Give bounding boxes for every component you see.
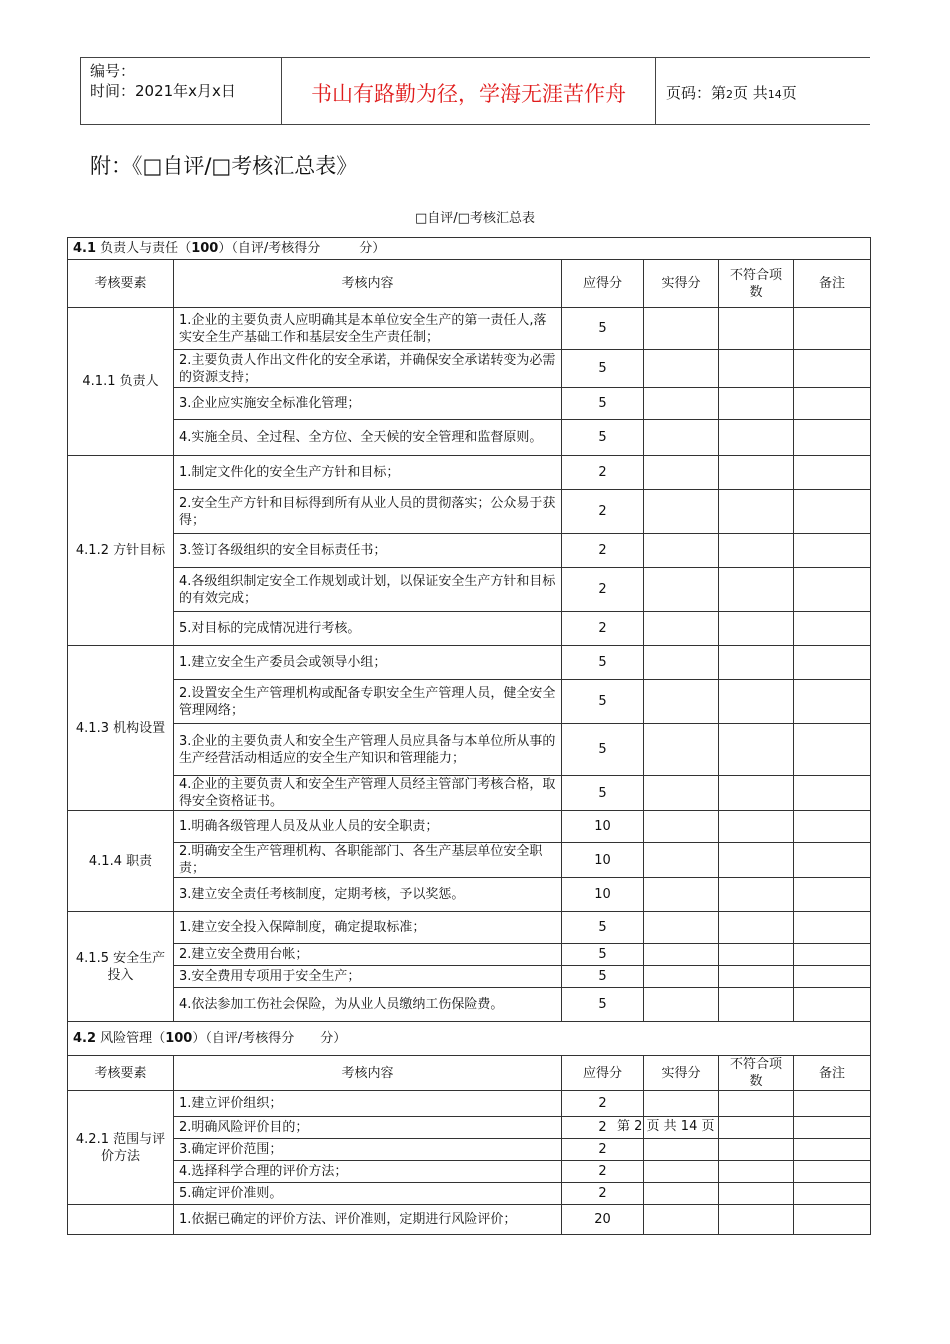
table-row	[68, 1091, 871, 1117]
element-cell: 4.1.4 职责	[68, 811, 174, 912]
actual-score-cell[interactable]	[644, 308, 719, 350]
table-row	[68, 350, 871, 388]
table-row	[68, 1161, 871, 1183]
table-row	[68, 912, 871, 944]
remarks-cell[interactable]	[794, 966, 871, 988]
expected-score-cell: 5	[562, 724, 644, 776]
table-row	[68, 944, 871, 966]
col-expected-header: 应得分	[562, 1056, 644, 1091]
remarks-cell[interactable]	[794, 308, 871, 350]
noncompliant-count-cell[interactable]	[719, 1205, 794, 1235]
remarks-cell[interactable]	[794, 1161, 871, 1183]
remarks-cell[interactable]	[794, 1205, 871, 1235]
noncompliant-count-cell[interactable]	[719, 388, 794, 420]
remarks-cell[interactable]	[794, 843, 871, 878]
table-row	[68, 776, 871, 811]
remarks-cell[interactable]	[794, 1139, 871, 1161]
page-label: 页码：第	[666, 84, 727, 102]
col-element-header: 考核要素	[68, 1056, 174, 1091]
table-row	[68, 490, 871, 534]
section-points: 100	[165, 1031, 193, 1046]
actual-score-cell[interactable]	[644, 1139, 719, 1161]
table-row	[68, 1183, 871, 1205]
page-total: 14	[767, 88, 782, 101]
table-row	[68, 308, 871, 350]
table-row	[68, 1139, 871, 1161]
remarks-cell[interactable]	[794, 490, 871, 534]
content-cell: 2.明确安全生产管理机构、各职能部门、各生产基层单位安全职责；	[174, 843, 562, 878]
section-eval-text: （自评/考核得分 分）	[205, 1031, 347, 1046]
content-cell: 3.确定评价范围；	[174, 1139, 562, 1161]
section-code: 4.2	[73, 1031, 97, 1046]
noncompliant-count-cell[interactable]	[719, 350, 794, 388]
content-cell: 1.制定文件化的安全生产方针和目标；	[174, 456, 562, 490]
header-page-cell	[656, 58, 871, 124]
actual-score-cell[interactable]	[644, 388, 719, 420]
element-cell: 4.1.1 负责人	[68, 308, 174, 456]
table-row	[68, 1117, 871, 1139]
actual-score-cell[interactable]	[644, 420, 719, 456]
content-cell: 2.安全生产方针和目标得到所有从业人员的贯彻落实；公众易于获得；	[174, 490, 562, 534]
header-motto: 书山有路勤为径，学海无涯苦作舟	[311, 82, 626, 106]
expected-score-cell: 5	[562, 420, 644, 456]
header-motto-cell	[282, 58, 656, 124]
content-cell: 3.企业应实施安全标准化管理；	[174, 388, 562, 420]
content-cell: 3.安全费用专项用于安全生产；	[174, 966, 562, 988]
remarks-cell[interactable]	[794, 680, 871, 724]
element-cell: 4.2.1 范围与评价方法	[68, 1091, 174, 1205]
section-header	[68, 1022, 871, 1056]
expected-score-cell: 5	[562, 350, 644, 388]
section-header-row	[68, 1022, 871, 1056]
content-cell: 2.建立安全费用台帐；	[174, 944, 562, 966]
remarks-cell[interactable]	[794, 776, 871, 811]
content-cell: 1.企业的主要负责人应明确其是本单位安全生产的第一责任人,落实安全生产基础工作和基层安全生产责任制；	[174, 308, 562, 350]
noncompliant-count-cell[interactable]	[719, 308, 794, 350]
summary-table	[67, 237, 871, 1235]
actual-score-cell[interactable]	[644, 988, 719, 1022]
actual-score-cell[interactable]	[644, 811, 719, 843]
col-content-header: 考核内容	[174, 260, 562, 308]
content-cell: 5.确定评价准则。	[174, 1183, 562, 1205]
column-header-row	[68, 1056, 871, 1091]
noncompliant-count-cell[interactable]	[719, 1091, 794, 1117]
col-remarks-header: 备注	[794, 260, 871, 308]
page-mid: 页 共	[733, 84, 768, 102]
actual-score-cell[interactable]	[644, 646, 719, 680]
table-row	[68, 966, 871, 988]
noncompliant-count-cell[interactable]	[719, 1161, 794, 1183]
noncompliant-count-cell[interactable]	[719, 456, 794, 490]
expected-score-cell: 2	[562, 490, 644, 534]
actual-score-cell[interactable]	[644, 1183, 719, 1205]
actual-score-cell[interactable]	[644, 843, 719, 878]
expected-score-cell: 2	[562, 1161, 644, 1183]
noncompliant-count-cell[interactable]	[719, 843, 794, 878]
page-end: 页	[781, 84, 797, 102]
expected-score-cell: 2	[562, 1117, 644, 1139]
remarks-cell[interactable]	[794, 811, 871, 843]
page-current: 2	[726, 88, 734, 101]
table-row	[68, 878, 871, 912]
section-name: 风险管理	[100, 1031, 153, 1046]
actual-score-cell[interactable]	[644, 612, 719, 646]
noncompliant-count-cell[interactable]	[719, 420, 794, 456]
expected-score-cell: 5	[562, 308, 644, 350]
actual-score-cell[interactable]	[644, 912, 719, 944]
expected-score-cell: 5	[562, 944, 644, 966]
table-row	[68, 1205, 871, 1235]
noncompliant-count-cell[interactable]	[719, 1117, 794, 1139]
actual-score-cell[interactable]	[644, 456, 719, 490]
noncompliant-count-cell[interactable]	[719, 490, 794, 534]
remarks-cell[interactable]	[794, 944, 871, 966]
content-cell: 1.明确各级管理人员及从业人员的安全职责；	[174, 811, 562, 843]
noncompliant-count-cell[interactable]	[719, 534, 794, 568]
remarks-cell[interactable]	[794, 1117, 871, 1139]
expected-score-cell: 10	[562, 878, 644, 912]
expected-score-cell: 2	[562, 1139, 644, 1161]
expected-score-cell: 5	[562, 680, 644, 724]
table-row	[68, 680, 871, 724]
content-cell: 2.设置安全生产管理机构或配备专职安全生产管理人员，健全安全管理网络；	[174, 680, 562, 724]
table-row	[68, 420, 871, 456]
noncompliant-count-cell[interactable]	[719, 1139, 794, 1161]
section-name: 负责人与责任	[100, 241, 179, 256]
actual-score-cell[interactable]	[644, 878, 719, 912]
noncompliant-count-cell[interactable]	[719, 1183, 794, 1205]
col-expected-header: 应得分	[562, 260, 644, 308]
content-cell: 3.企业的主要负责人和安全生产管理人员应具备与本单位所从事的生产经营活动相适应的安全生产知识和管理能力；	[174, 724, 562, 776]
column-header-row	[68, 260, 871, 308]
expected-score-cell: 2	[562, 534, 644, 568]
table-row	[68, 612, 871, 646]
remarks-cell[interactable]	[794, 878, 871, 912]
header-page-indicator	[666, 82, 797, 103]
content-cell: 3.签订各级组织的安全目标责任书；	[174, 534, 562, 568]
noncompliant-count-cell[interactable]	[719, 724, 794, 776]
content-cell: 4.依法参加工伤社会保险，为从业人员缴纳工伤保险费。	[174, 988, 562, 1022]
table-row	[68, 988, 871, 1022]
noncompliant-count-cell[interactable]	[719, 680, 794, 724]
appendix-title: 附：《□自评/□考核汇总表》	[90, 154, 358, 178]
expected-score-cell: 20	[562, 1205, 644, 1235]
noncompliant-count-cell[interactable]	[719, 912, 794, 944]
noncompliant-count-cell[interactable]	[719, 878, 794, 912]
content-cell: 4.企业的主要负责人和安全生产管理人员经主管部门考核合格，取得安全资格证书。	[174, 776, 562, 811]
col-actual-header: 实得分	[644, 1056, 719, 1091]
remarks-cell[interactable]	[794, 1183, 871, 1205]
expected-score-cell: 2	[562, 456, 644, 490]
table-row	[68, 724, 871, 776]
expected-score-cell: 10	[562, 843, 644, 878]
remarks-cell[interactable]	[794, 456, 871, 490]
remarks-cell[interactable]	[794, 388, 871, 420]
noncompliant-count-cell[interactable]	[719, 612, 794, 646]
table-row	[68, 646, 871, 680]
content-cell: 2.主要负责人作出文件化的安全承诺，并确保安全承诺转变为必需的资源支持；	[174, 350, 562, 388]
remarks-cell[interactable]	[794, 1091, 871, 1117]
content-cell: 1.建立安全投入保障制度，确定提取标准；	[174, 912, 562, 944]
col-noncompliant-header: 不符合项数	[719, 1056, 794, 1091]
actual-score-cell[interactable]	[644, 1161, 719, 1183]
noncompliant-count-cell[interactable]	[719, 988, 794, 1022]
section-eval-text: （自评/考核得分 分）	[231, 241, 386, 256]
remarks-cell[interactable]	[794, 568, 871, 612]
element-cell: 4.1.2 方针目标	[68, 456, 174, 646]
actual-score-cell[interactable]	[644, 944, 719, 966]
remarks-cell[interactable]	[794, 420, 871, 456]
actual-score-cell[interactable]	[644, 680, 719, 724]
actual-score-cell[interactable]	[644, 966, 719, 988]
expected-score-cell: 2	[562, 1091, 644, 1117]
content-cell: 4.各级组织制定安全工作规划或计划，以保证安全生产方针和目标的有效完成；	[174, 568, 562, 612]
section-close-paren: ）	[218, 241, 232, 256]
actual-score-cell[interactable]	[644, 776, 719, 811]
section-open-paren: （	[178, 241, 192, 256]
table-row	[68, 456, 871, 490]
page-footer-overlay: 第 2 页 共 14 页	[617, 1119, 715, 1134]
actual-score-cell[interactable]	[644, 490, 719, 534]
actual-score-cell[interactable]	[644, 724, 719, 776]
section-header	[68, 238, 871, 260]
remarks-cell[interactable]	[794, 646, 871, 680]
col-content-header: 考核内容	[174, 1056, 562, 1091]
remarks-cell[interactable]	[794, 350, 871, 388]
expected-score-cell: 5	[562, 388, 644, 420]
actual-score-cell[interactable]	[644, 568, 719, 612]
table-row	[68, 811, 871, 843]
content-cell: 4.实施全员、全过程、全方位、全天候的安全管理和监督原则。	[174, 420, 562, 456]
content-cell: 1.依据已确定的评价方法、评价准则，定期进行风险评价；	[174, 1205, 562, 1235]
table-row	[68, 568, 871, 612]
expected-score-cell: 5	[562, 966, 644, 988]
actual-score-cell[interactable]	[644, 534, 719, 568]
remarks-cell[interactable]	[794, 724, 871, 776]
noncompliant-count-cell[interactable]	[719, 966, 794, 988]
section-close-paren: ）	[192, 1031, 206, 1046]
section-points: 100	[191, 241, 219, 256]
header-time-label: 时间：2021年x月x日	[90, 82, 236, 100]
remarks-cell[interactable]	[794, 912, 871, 944]
element-cell	[68, 1205, 174, 1235]
table-row	[68, 534, 871, 568]
table-row	[68, 388, 871, 420]
actual-score-cell[interactable]	[644, 1091, 719, 1117]
expected-score-cell: 5	[562, 646, 644, 680]
noncompliant-count-cell[interactable]	[719, 568, 794, 612]
content-cell: 4.选择科学合理的评价方法；	[174, 1161, 562, 1183]
table-caption: □自评/□考核汇总表	[415, 211, 535, 226]
noncompliant-count-cell[interactable]	[719, 944, 794, 966]
col-noncompliant-header: 不符合项数	[719, 260, 794, 308]
element-cell: 4.1.3 机构设置	[68, 646, 174, 811]
expected-score-cell: 5	[562, 988, 644, 1022]
content-cell: 2.明确风险评价目的；	[174, 1117, 562, 1139]
expected-score-cell: 2	[562, 612, 644, 646]
element-cell: 4.1.5 安全生产投入	[68, 912, 174, 1022]
content-cell: 3.建立安全责任考核制度，定期考核，予以奖惩。	[174, 878, 562, 912]
section-code: 4.1	[73, 241, 97, 256]
expected-score-cell: 10	[562, 811, 644, 843]
expected-score-cell: 5	[562, 912, 644, 944]
expected-score-cell: 2	[562, 1183, 644, 1205]
expected-score-cell: 2	[562, 568, 644, 612]
section-open-paren: （	[152, 1031, 166, 1046]
expected-score-cell: 5	[562, 776, 644, 811]
document-header	[80, 57, 870, 125]
actual-score-cell[interactable]	[644, 350, 719, 388]
content-cell: 1.建立安全生产委员会或领导小组；	[174, 646, 562, 680]
header-number-label: 编号：	[90, 62, 136, 80]
noncompliant-count-cell[interactable]	[719, 646, 794, 680]
col-remarks-header: 备注	[794, 1056, 871, 1091]
col-actual-header: 实得分	[644, 260, 719, 308]
header-meta-cell	[81, 58, 282, 124]
remarks-cell[interactable]	[794, 612, 871, 646]
col-element-header: 考核要素	[68, 260, 174, 308]
content-cell: 1.建立评价组织；	[174, 1091, 562, 1117]
content-cell: 5.对目标的完成情况进行考核。	[174, 612, 562, 646]
noncompliant-count-cell[interactable]	[719, 811, 794, 843]
actual-score-cell[interactable]	[644, 1205, 719, 1235]
table-row	[68, 843, 871, 878]
remarks-cell[interactable]	[794, 988, 871, 1022]
remarks-cell[interactable]	[794, 534, 871, 568]
noncompliant-count-cell[interactable]	[719, 776, 794, 811]
section-header-row	[68, 238, 871, 260]
